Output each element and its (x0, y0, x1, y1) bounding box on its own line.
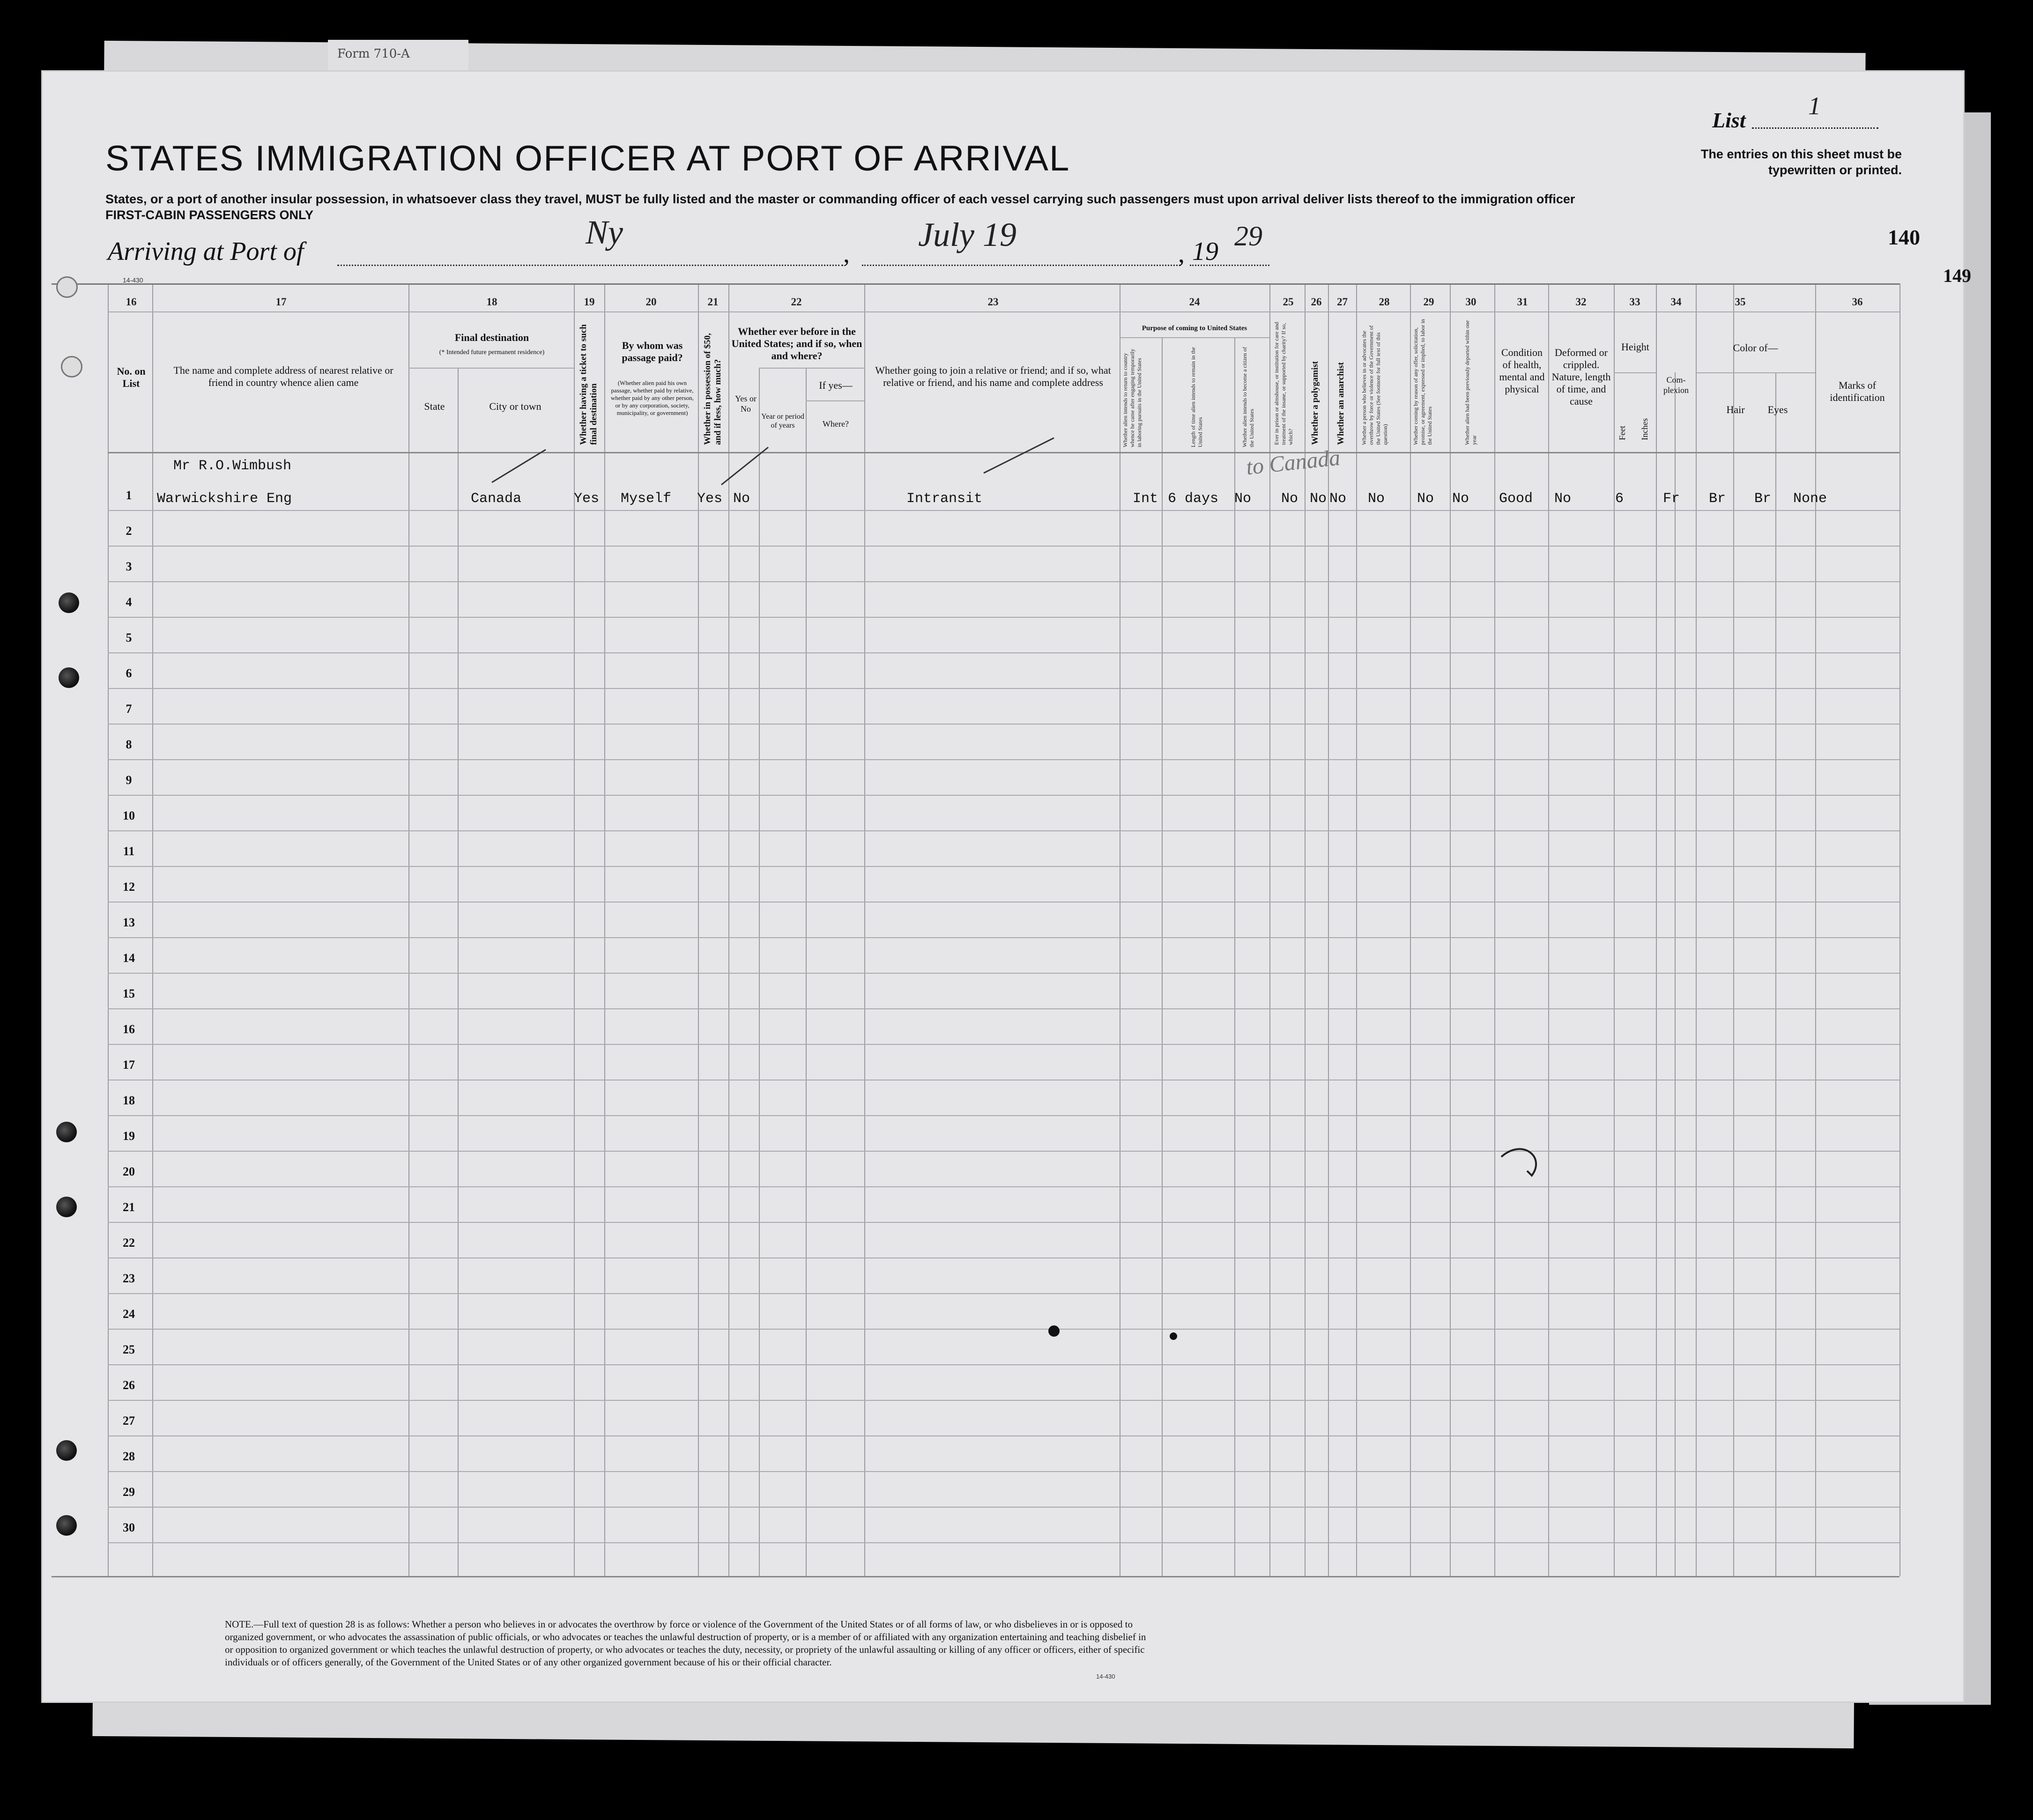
header-hair: Hair (1726, 404, 1745, 415)
deformed-value: No (1554, 491, 1572, 507)
column-number: 17 (275, 296, 287, 308)
destination-city: Canada (471, 491, 522, 507)
header-city: City or town (489, 400, 542, 412)
paid-by-value: Myself (621, 491, 672, 507)
header-by-whom-note: (Whether alien paid his own passage, whether paid by relative, whether paid by any other person, or by any corporation, society, municipality, or government) (611, 379, 694, 416)
column-number: 23 (987, 296, 999, 308)
header-q28: Whether a person who believes in or advocates the overthrow by force or violence of the Government of the United States (See footnote for full text of this question) (1361, 325, 1388, 445)
column-number: 25 (1283, 296, 1294, 308)
column-number: 19 (584, 296, 595, 308)
row-number: 8 (126, 738, 132, 751)
column-number: 35 (1735, 296, 1746, 308)
subtitle: States, or a port of another insular possession, in whatsoever class they travel, MUST be fully listed and the master or commanding officer of each vessel carrying such passengers must upon arrival deliver lists thereof to the immigration officer (105, 192, 1575, 206)
q28-value: No (1368, 491, 1385, 507)
column-number: 29 (1423, 296, 1434, 308)
row-number: 1 (126, 488, 132, 502)
header-anarchist: Whether an anarchist (1336, 362, 1346, 445)
column-number: 34 (1670, 296, 1682, 308)
purpose-return-value: Int (1133, 491, 1158, 507)
citizen-value: No (1234, 491, 1252, 507)
header-deformed: Deformed or crippled. Nature, length of time, and cause (1551, 347, 1611, 407)
binding-hole (56, 1197, 77, 1217)
year-handwritten: 29 (1234, 221, 1262, 252)
relative-name: Mr R.O.Wimbush (173, 458, 292, 474)
cabin-class: FIRST-CABIN PASSENGERS ONLY (105, 208, 314, 222)
footnote: NOTE.—Full text of question 28 is as follows: Whether a person who believes in or advocates the overthrow by force or violence of the Government of the United States or of all forms of law, or who disbelieves in or is opposed to organized government, or who advocates the assassination of public officials, or who advocates or teaches the unlawful destruction of property, or is a member of or affiliated with any organization entertaining and teaching disbelief in or opposition to organized government or which teaches the unlawful destruction of property, or who advocates or teaches the duty, necessity, or propriety of the unlawful assaulting or killing of any officer or officers, either of specific individuals or of officers generally, of the Government of the United States or of any other organized government because of his or their official character. (225, 1619, 1146, 1668)
header-ticket: Whether having a ticket to such final destination (579, 324, 599, 445)
ink-blot (1170, 1332, 1177, 1340)
binding-hole (56, 276, 78, 298)
row-number: 7 (126, 702, 132, 716)
header-q30: Whether alien had been previously deported within one year (1464, 320, 1477, 445)
header-fifty: Whether in possession of $50, and if less, how much? (703, 333, 723, 445)
marks-value: None (1793, 491, 1827, 507)
header-purpose-length: Length of time alien intends to remain in the United States (1190, 347, 1203, 447)
length-stay-value: 6 days (1168, 491, 1219, 507)
eyes-value: Br (1754, 491, 1772, 507)
column-number: 18 (486, 296, 497, 308)
header-name-address: The name and complete address of nearest relative or friend in country whence alien came (173, 364, 393, 388)
binding-hole (56, 1440, 77, 1461)
complexion-value: Fr (1663, 491, 1680, 507)
list-label: List (1712, 108, 1746, 132)
polygamist-value: No (1310, 491, 1327, 507)
column-number: 31 (1517, 296, 1528, 308)
header-yes-or-no: Yes or No (735, 394, 757, 414)
row-number: 6 (126, 666, 132, 680)
header-purpose-return: Whether alien intends to return to country whence he came after engaging temporarily in laboring pursuits in the United States (1122, 348, 1143, 447)
column-number: 27 (1337, 296, 1348, 308)
header-feet: Feet (1617, 426, 1627, 440)
column-number: 22 (791, 296, 802, 308)
header-state: State (424, 400, 445, 412)
header-no-on-list: No. on List (117, 365, 146, 389)
check-mark (492, 450, 546, 482)
column-number: 28 (1379, 296, 1390, 308)
arriving-label: Arriving at Port of (108, 237, 304, 266)
date-handwritten: July 19 (918, 216, 1016, 253)
row-number: 25 (123, 1343, 135, 1356)
column-number: 16 (126, 296, 137, 308)
row-number: 9 (126, 773, 132, 787)
column-number: 20 (646, 296, 657, 308)
header-eyes: Eyes (1767, 404, 1788, 415)
row-number: 5 (126, 631, 132, 644)
header-color-of: Color of— (1733, 342, 1778, 354)
binding-hole (59, 667, 79, 688)
header-purpose-citizen: Whether alien intends to become a citizen of the United States (1241, 347, 1255, 447)
row-number: 28 (123, 1450, 135, 1463)
header-year-period: Year or period of years (761, 413, 804, 429)
column-number: 30 (1465, 296, 1477, 308)
row-number: 2 (126, 524, 132, 538)
header-polygamist: Whether a polygamist (1310, 361, 1320, 445)
header-final-destination-note: (* Intended future permanent residence) (439, 349, 545, 356)
header-by-whom: By whom was passage paid? (622, 340, 683, 363)
stamp-number-2: 149 (1943, 265, 1971, 286)
page-title: STATES IMMIGRATION OFFICER AT PORT OF ARRIVAL (105, 139, 1070, 178)
form-code: Form 710-A (337, 47, 410, 61)
row-number: 21 (123, 1200, 135, 1214)
binding-hole (56, 1515, 77, 1536)
hair-value: Br (1709, 491, 1726, 507)
column-number: 21 (707, 296, 719, 308)
port-handwritten: Ny (586, 214, 623, 251)
anarchist-value: No (1329, 491, 1347, 507)
row-number: 15 (123, 987, 135, 1000)
row-number: 12 (123, 880, 135, 894)
column-number: 36 (1852, 296, 1863, 308)
row-number: 29 (123, 1485, 135, 1499)
prison-value: No (1281, 491, 1298, 507)
binding-hole (61, 356, 82, 377)
header-marks: Marks of identification (1830, 379, 1885, 403)
row-number: 19 (123, 1129, 135, 1143)
relative-address: Warwickshire Eng (157, 491, 292, 507)
ink-blot (1048, 1325, 1060, 1337)
fifty-value: Yes (697, 491, 723, 507)
small-code: 14-430 (123, 276, 143, 284)
header-complexion: Com-plexion (1663, 375, 1689, 395)
column-number: 32 (1575, 296, 1587, 308)
row-number: 4 (126, 595, 132, 609)
row-number: 11 (123, 844, 135, 858)
row-number: 26 (123, 1378, 135, 1392)
year-prefix: 19 (1192, 237, 1218, 266)
join-value: Intransit (906, 491, 983, 507)
row-number: 13 (123, 916, 135, 929)
table-bottom-rule (52, 1576, 1899, 1577)
check-mark (984, 438, 1054, 473)
stamp-number: 140 (1888, 225, 1920, 249)
row-number: 3 (126, 560, 132, 573)
header-prison: Ever in prison or almshouse, or institution for care and treatment of the insane, or supported by charity? If so, which? (1273, 322, 1294, 445)
comma: , (843, 239, 850, 268)
header-join-relative: Whether going to join a relative or friend; and if so, what relative or friend, and his name and complete address (875, 364, 1111, 388)
check-mark (721, 447, 768, 485)
row-number: 14 (123, 951, 135, 965)
column-number: 33 (1629, 296, 1640, 308)
header-condition: Condition of health, mental and physical (1499, 347, 1545, 395)
row-number: 20 (123, 1165, 135, 1178)
header-where: Where? (823, 419, 849, 429)
header-q29: Whether coming by reason of any offer, solicitation, promise, or agreement, expressed or implied, to labor in the United States (1412, 319, 1433, 445)
header-final-destination: Final destination (454, 332, 529, 343)
health-value: Good (1499, 491, 1533, 507)
binding-hole (56, 1122, 77, 1142)
header-purpose: Purpose of coming to United States (1142, 325, 1247, 332)
ticket-value: Yes (574, 491, 600, 507)
row-number: 22 (123, 1236, 135, 1250)
row-number: 30 (123, 1521, 135, 1534)
handwritten-annotation: to Canada (1245, 445, 1342, 480)
list-number: 1 (1808, 92, 1821, 120)
ever-before-value: No (733, 491, 750, 507)
row-number: 23 (123, 1272, 135, 1285)
header-height: Height (1621, 341, 1649, 353)
header-ever-before: Whether ever before in the United States; and if so, when and where? (731, 326, 862, 362)
q29-value: No (1417, 491, 1434, 507)
comma: , (1178, 239, 1185, 268)
footnote-code: 14-430 (1096, 1673, 1115, 1680)
row-number: 27 (123, 1414, 135, 1428)
row-number: 24 (123, 1307, 135, 1321)
header-inches: Inches (1640, 418, 1649, 440)
column-number: 26 (1311, 296, 1322, 308)
binding-hole (59, 592, 79, 613)
q30-value: No (1452, 491, 1469, 507)
row-number: 16 (123, 1022, 135, 1036)
row-number: 18 (123, 1094, 135, 1107)
row-number: 10 (123, 809, 135, 822)
sheet-instruction: The entries on this sheet must be typewritten or printed. (1700, 147, 1902, 177)
header-if-yes: If yes— (819, 379, 853, 391)
row-number: 17 (123, 1058, 135, 1072)
pen-scribble (1501, 1149, 1536, 1176)
column-number: 24 (1189, 296, 1200, 308)
feet-value: 6 (1615, 491, 1624, 507)
